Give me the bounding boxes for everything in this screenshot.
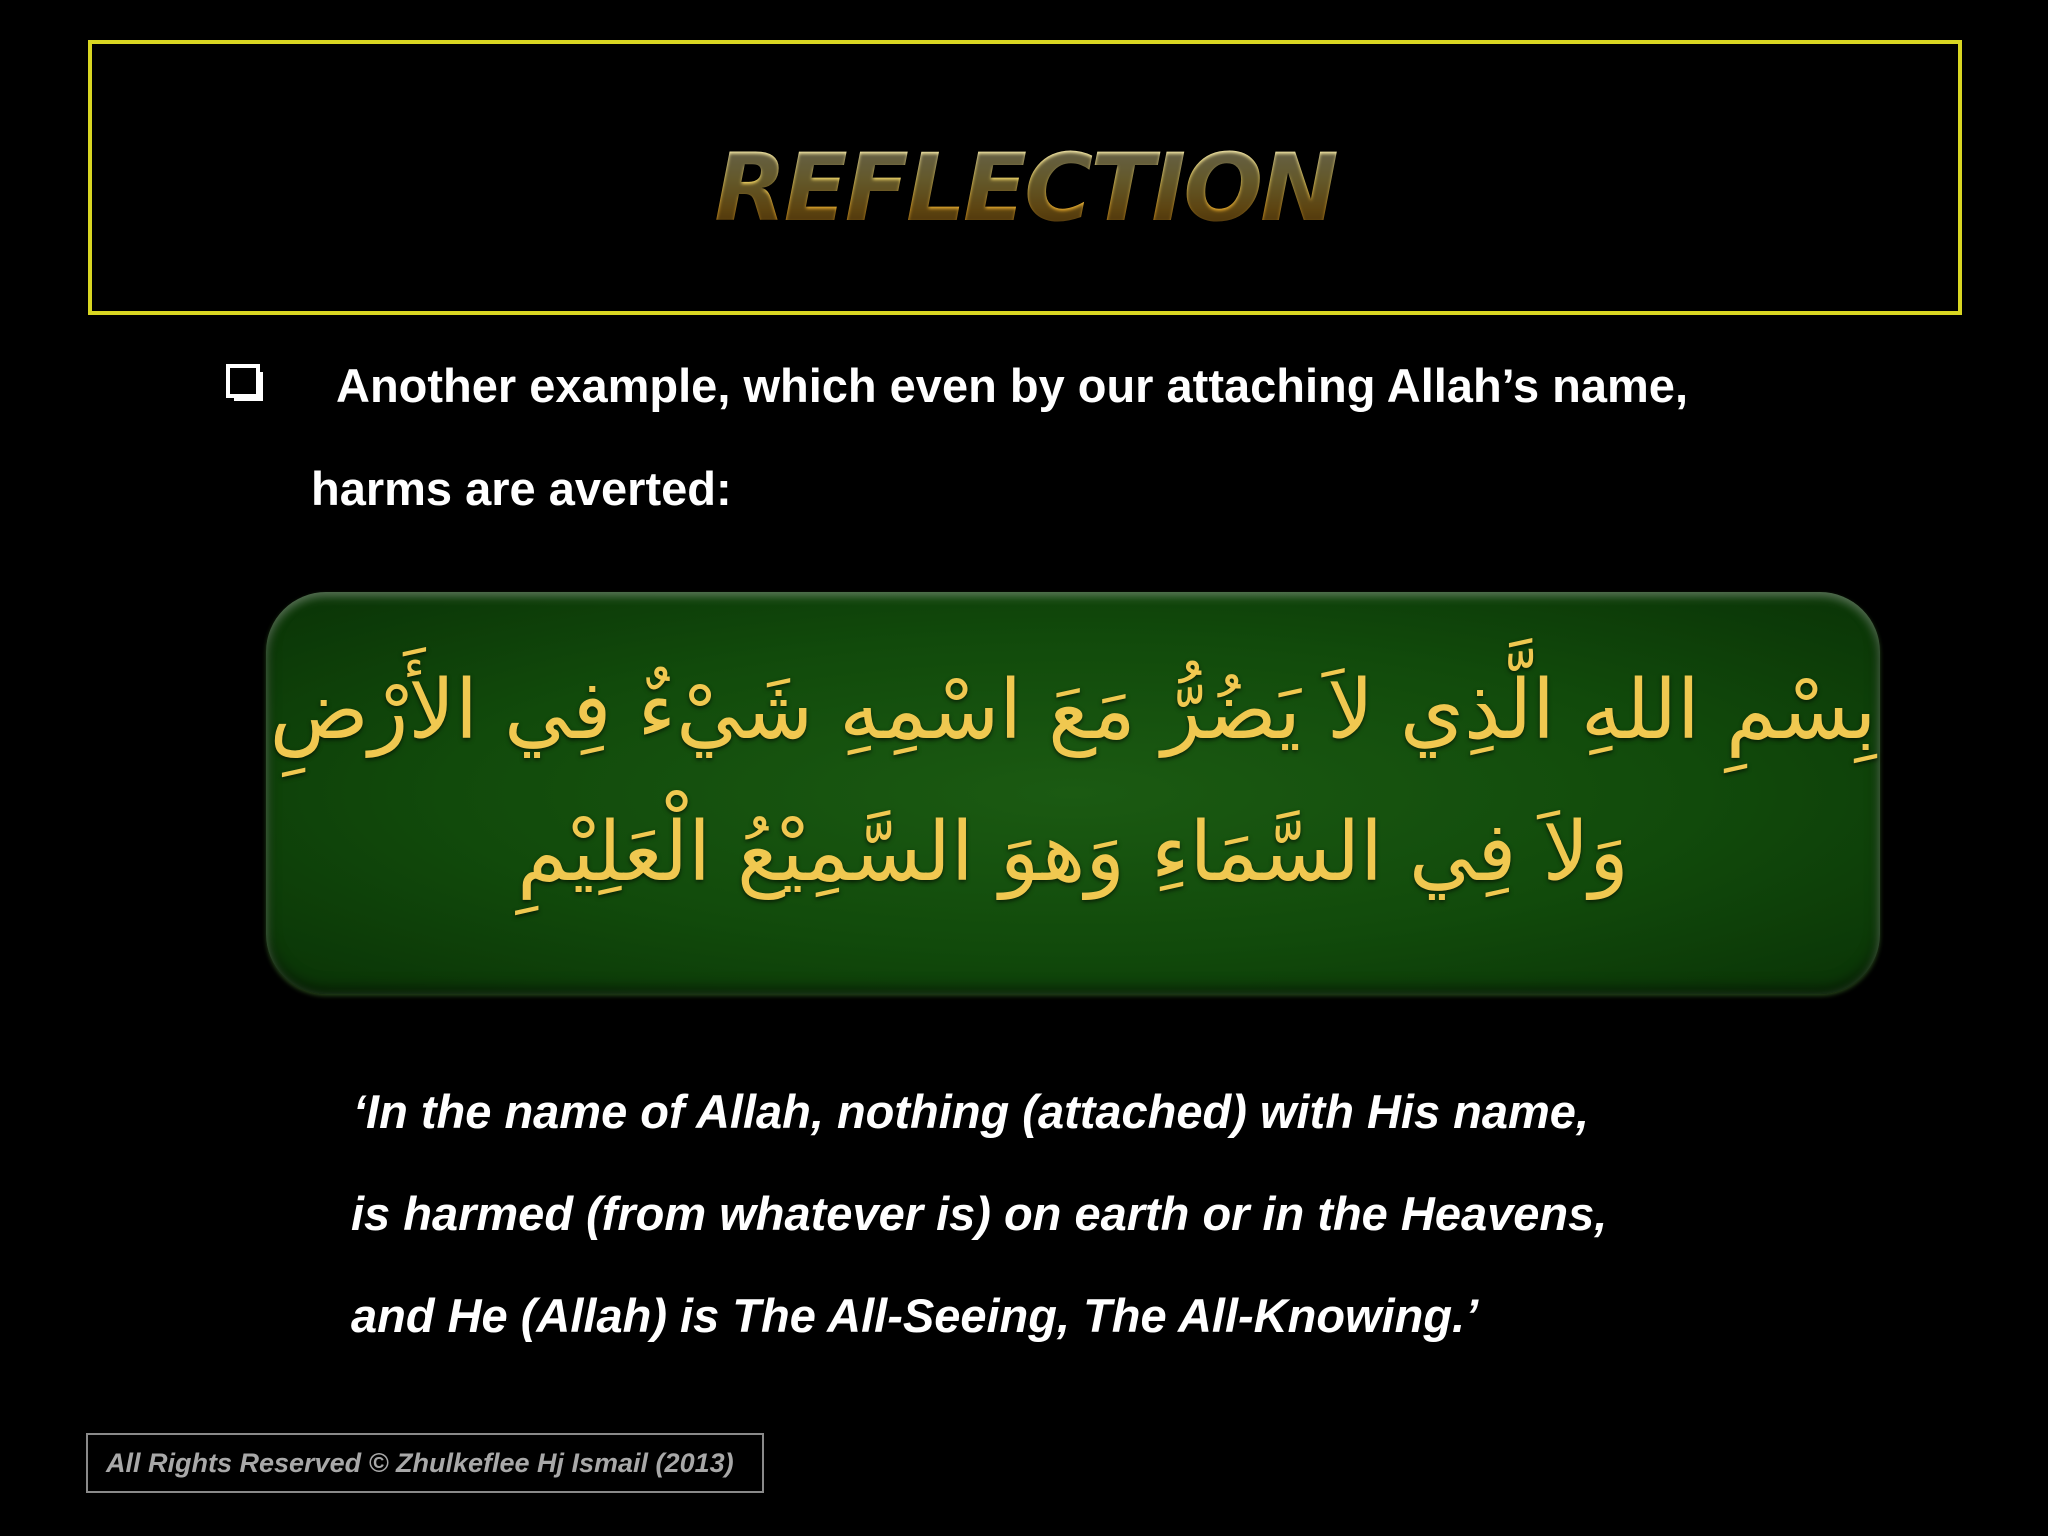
arabic-text-line-2: وَلاَ فِي السَّمَاءِ وَهوَ السَّمِيْعُ الْعَلِيْمِ: [517, 805, 1629, 900]
translation-line-3: and He (Allah) is The All-Seeing, The All-Knowing.’: [351, 1289, 1479, 1342]
title-box: [88, 40, 1962, 315]
translation-line-1: ‘In the name of Allah, nothing (attached) with His name,: [353, 1085, 1589, 1138]
arabic-text-line-1: بِسْمِ اللهِ الَّذِي لاَ يَضُرُّ مَعَ اسْمِهِ شَيْءٌ فِي الأَرْضِ: [269, 663, 1877, 758]
bullet-text-line-1: Another example, which even by our attaching Allah’s name,: [336, 359, 1689, 412]
checkbox-bullet-icon: [226, 364, 266, 404]
slide-title: REFLECTION: [92, 142, 1958, 236]
translation-line-2: is harmed (from whatever is) on earth or in the Heavens,: [351, 1187, 1608, 1240]
copyright-notice: All Rights Reserved © Zhulkeflee Hj Ismail (2013): [86, 1433, 764, 1493]
bullet-text-line-2: harms are averted:: [311, 462, 732, 515]
arabic-calligraphy-panel: [266, 592, 1880, 994]
